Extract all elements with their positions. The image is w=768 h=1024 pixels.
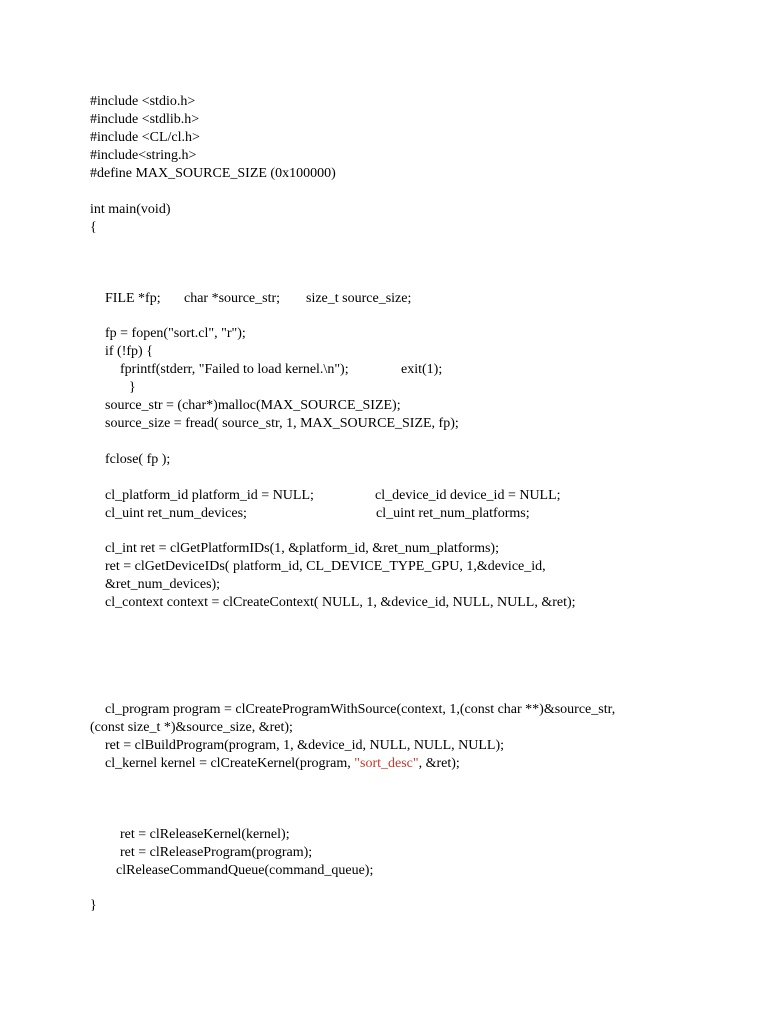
main-open-brace: { [90, 220, 97, 235]
decl-source-size: size_t source_size; [306, 291, 412, 306]
fopen-line: fp = fopen("sort.cl", "r"); [105, 326, 246, 341]
include-stdlib: #include <stdlib.h> [90, 112, 200, 127]
fread-line: source_size = fread( source_str, 1, MAX_SOURCE_SIZE, fp); [105, 416, 459, 431]
decl-fp: FILE *fp; [105, 291, 161, 306]
release-command-queue-line: clReleaseCommandQueue(command_queue); [116, 863, 374, 878]
create-context-line: cl_context context = clCreateContext( NULL, 1, &device_id, NULL, NULL, &ret); [105, 595, 576, 610]
create-kernel-line [105, 755, 460, 773]
ret-num-devices-decl: cl_uint ret_num_devices; [105, 506, 247, 521]
get-device-ids-line-2: &ret_num_devices); [105, 577, 221, 592]
if-line: if (!fp) { [105, 344, 153, 359]
include-cl: #include <CL/cl.h> [90, 130, 200, 145]
decl-source-str: char *source_str; [184, 291, 281, 306]
include-string: #include<string.h> [90, 148, 197, 163]
include-stdio: #include <stdio.h> [90, 94, 196, 109]
fprintf-line: fprintf(stderr, "Failed to load kernel.\n"); [120, 362, 349, 377]
release-kernel-line: ret = clReleaseKernel(kernel); [120, 827, 290, 842]
create-program-line-1: cl_program program = clCreateProgramWithSource(context, 1,(const char **)&source_str, [105, 702, 616, 717]
exit-line: exit(1); [401, 362, 443, 377]
kernel-name-string: "sort_desc" [354, 756, 419, 771]
release-program-line: ret = clReleaseProgram(program); [120, 845, 313, 860]
build-program-line: ret = clBuildProgram(program, 1, &device_id, NULL, NULL, NULL); [105, 738, 505, 753]
create-kernel-prefix: cl_kernel kernel = clCreateKernel(program, [105, 756, 355, 771]
define-max-source-size: #define MAX_SOURCE_SIZE (0x100000) [90, 166, 336, 181]
create-kernel-suffix: , &ret); [418, 756, 460, 771]
device-id-decl: cl_device_id device_id = NULL; [375, 488, 561, 503]
if-close-brace: } [129, 380, 136, 395]
fclose-line: fclose( fp ); [105, 452, 171, 467]
main-signature: int main(void) [90, 202, 171, 217]
get-device-ids-line-1: ret = clGetDeviceIDs( platform_id, CL_DEVICE_TYPE_GPU, 1,&device_id, [105, 559, 546, 574]
main-close-brace: } [90, 898, 97, 913]
platform-id-decl: cl_platform_id platform_id = NULL; [105, 488, 314, 503]
create-program-line-2: (const size_t *)&source_size, &ret); [90, 720, 293, 735]
ret-num-platforms-decl: cl_uint ret_num_platforms; [376, 506, 530, 521]
get-platform-ids-line: cl_int ret = clGetPlatformIDs(1, &platform_id, &ret_num_platforms); [105, 541, 499, 556]
malloc-line: source_str = (char*)malloc(MAX_SOURCE_SIZE); [105, 398, 401, 413]
